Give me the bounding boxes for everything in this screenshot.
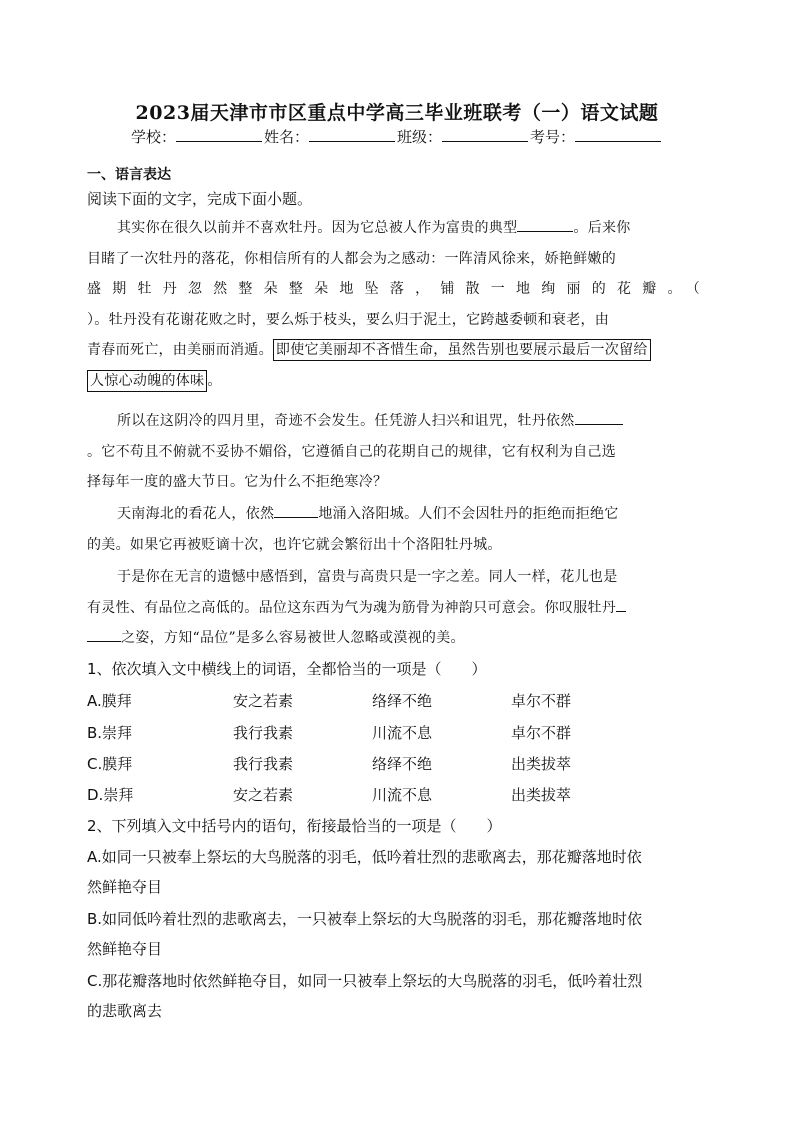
fill-blank-4a xyxy=(616,598,626,612)
passage-paragraph-2 xyxy=(87,406,700,498)
passage-line: 有灵性、有品位之高低的。品位这东西为气为魂为筋骨为神韵只可意会。你叹服牡丹 xyxy=(87,593,700,624)
fill-blank-3 xyxy=(274,504,318,518)
student-info-line xyxy=(0,126,794,147)
school-blank xyxy=(176,127,262,142)
passage-line: 青春而死亡，由美丽而消遁。 即使它美丽却不吝惜生命，虽然告别也要展示最后一次留给 xyxy=(87,335,700,366)
boxed-sentence-part-2: 人惊心动魄的体味 xyxy=(87,370,207,392)
name-blank xyxy=(309,127,395,142)
fill-blank-2 xyxy=(575,411,623,425)
answer-option-c: C.那花瓣落地时依然鲜艳夺目，如同一只被奉上祭坛的大鸟脱落的羽毛，低吟着壮烈 的悲歌离去 xyxy=(87,972,643,1020)
passage-line: 人惊心动魄的体味 。 xyxy=(87,366,700,397)
class-blank xyxy=(442,127,528,142)
name-label: 姓名： xyxy=(263,128,309,146)
exam-page: 2023届天津市市区重点中学高三毕业班联考（一）语文试题 学校： 姓名： 班级： 考号： 一、语言表达 阅读下面的文字，完成下面小题。 其实你在很久以前并不喜欢牡丹。因为它总被人作为富贵的典型 。后来你 目睹了一次牡丹的落花，你相信所有的人都会为之感动：一阵清风徐来，娇艳鲜嫩的 盛期牡丹忽然整朵整朵地坠落，铺散一地绚丽的花瓣。（ ）。牡丹没有花谢花败之时，要么烁于枝头，要么归于泥土，它跨越委顿和衰老，由 青春而死亡，由美丽而消遁。 即使它美丽却不吝惜生命，虽然告别也要展示最后一次留给 人惊心动魄的体味 。 所以在这阴冷的四月里，奇迹不会发生。任凭游人扫兴和诅咒，牡丹依然 。它不苟且不俯就不妥协不媚俗，它遵循自己的花期自己的规律，它有权利为自己选 择每年一度的盛大节日。它为什么不拒绝寒冷？ 天南海北的看花人，依然 地涌入洛阳城。人们不会因牡丹的拒绝而拒绝它 的美。如果它再被贬谪十次，也许它就会繁衍出十个洛阳牡丹城。 于是你在无言的遗憾中感悟到，富贵与高贵只是一字之差。同人一样，花儿也是 有灵性、有品位之高低的。品位这东西为气为魂为筋骨为神韵只可意会。你叹服牡丹 之姿，方知“品位”是多么容易被世人忽略或漠视的美。 1、依次填入文中横线上的词语，全都恰当的一项是（ ） A.膜拜 安之若素 络绎不绝 卓尔不群 B.崇拜 我行我素 川流不息 卓尔不群 C.膜拜 我行我素 络绎不绝 出类拔萃 D.崇拜 安之若素 川流不息 出类拔萃 2、下列填入文中括号内的语句，衔接最恰当的一项是（ ） A.如同一只被奉上祭坛的大鸟脱落的羽毛，低吟着壮烈的悲歌离去，那花瓣落地时依 然鲜艳夺目 B.如同低吟着壮烈的悲歌离去，一只被奉上祭坛的大鸟脱落的羽毛，那花瓣落地时依 然鲜艳夺目 C.那花瓣落地时依然鲜艳夺目，如同一只被奉上祭坛的大鸟脱落的羽毛，低吟着壮烈 的悲歌离去 xyxy=(0,0,794,1123)
passage-line: 于是你在无言的遗憾中感悟到，富贵与高贵只是一字之差。同人一样，花儿也是 xyxy=(117,569,618,585)
passage-paragraph-3 xyxy=(87,499,700,560)
passage-line: 天南海北的看花人，依然 地涌入洛阳城。人们不会因牡丹的拒绝而拒绝它 xyxy=(117,506,619,522)
passage-line: 。它不苟且不俯就不妥协不媚俗，它遵循自己的花期自己的规律，它有权利为自己选 xyxy=(87,443,617,460)
class-label: 班级： xyxy=(397,128,443,146)
section-instruction: 阅读下面的文字，完成下面小题。 xyxy=(87,190,313,208)
passage-line: 所以在这阴冷的四月里，奇迹不会发生。任凭游人扫兴和诅咒，牡丹依然 xyxy=(87,406,700,437)
passage-line: ）。牡丹没有花谢花败之时，要么烁于枝头，要么归于泥土，它跨越委顿和衰老，由 xyxy=(87,311,610,328)
passage-paragraph-4 xyxy=(87,562,700,654)
fill-blank-1 xyxy=(517,218,573,232)
passage-line: 其实你在很久以前并不喜欢牡丹。因为它总被人作为富贵的典型 。后来你 xyxy=(117,220,631,236)
answer-option-a: A.如同一只被奉上祭坛的大鸟脱落的羽毛，低吟着壮烈的悲歌离去，那花瓣落地时依 然鲜艳夺目 xyxy=(87,848,642,896)
fill-blank-4b xyxy=(87,628,121,642)
exam-title: 2023届天津市市区重点中学高三毕业班联考（一）语文试题 xyxy=(135,102,659,124)
passage-line: 的美。如果它再被贬谪十次，也许它就会繁衍出十个洛阳牡丹城。 xyxy=(87,536,502,553)
question-2-stem: 2、下列填入文中括号内的语句，衔接最恰当的一项是（ ） xyxy=(87,817,502,835)
passage-line: 目睹了一次牡丹的落花，你相信所有的人都会为之感动：一阵清风徐来，娇艳鲜嫩的 xyxy=(87,250,617,267)
passage-line: 择每年一度的盛大节日。它为什么不拒绝寒冷？ xyxy=(87,474,388,490)
boxed-sentence-part-1: 即使它美丽却不吝惜生命，虽然告别也要展示最后一次留给 xyxy=(273,339,651,361)
school-label: 学校： xyxy=(130,128,176,146)
section-heading: 一、语言表达 xyxy=(87,167,171,183)
question-1-stem: 1、依次填入文中横线上的词语，全都恰当的一项是（ ） xyxy=(87,660,487,678)
exam-no-blank xyxy=(575,127,661,142)
passage-paragraph-1 xyxy=(87,213,700,396)
answer-option-b: B.如同低吟着壮烈的悲歌离去，一只被奉上祭坛的大鸟脱落的羽毛，那花瓣落地时依 然鲜艳夺目 xyxy=(87,910,643,958)
passage-line: 之姿，方知“品位”是多么容易被世人忽略或漠视的美。 xyxy=(87,623,700,654)
exam-no-label: 考号： xyxy=(530,128,576,146)
passage-line: 盛期牡丹忽然整朵整朵地坠落，铺散一地绚丽的花瓣。（ xyxy=(87,281,700,297)
